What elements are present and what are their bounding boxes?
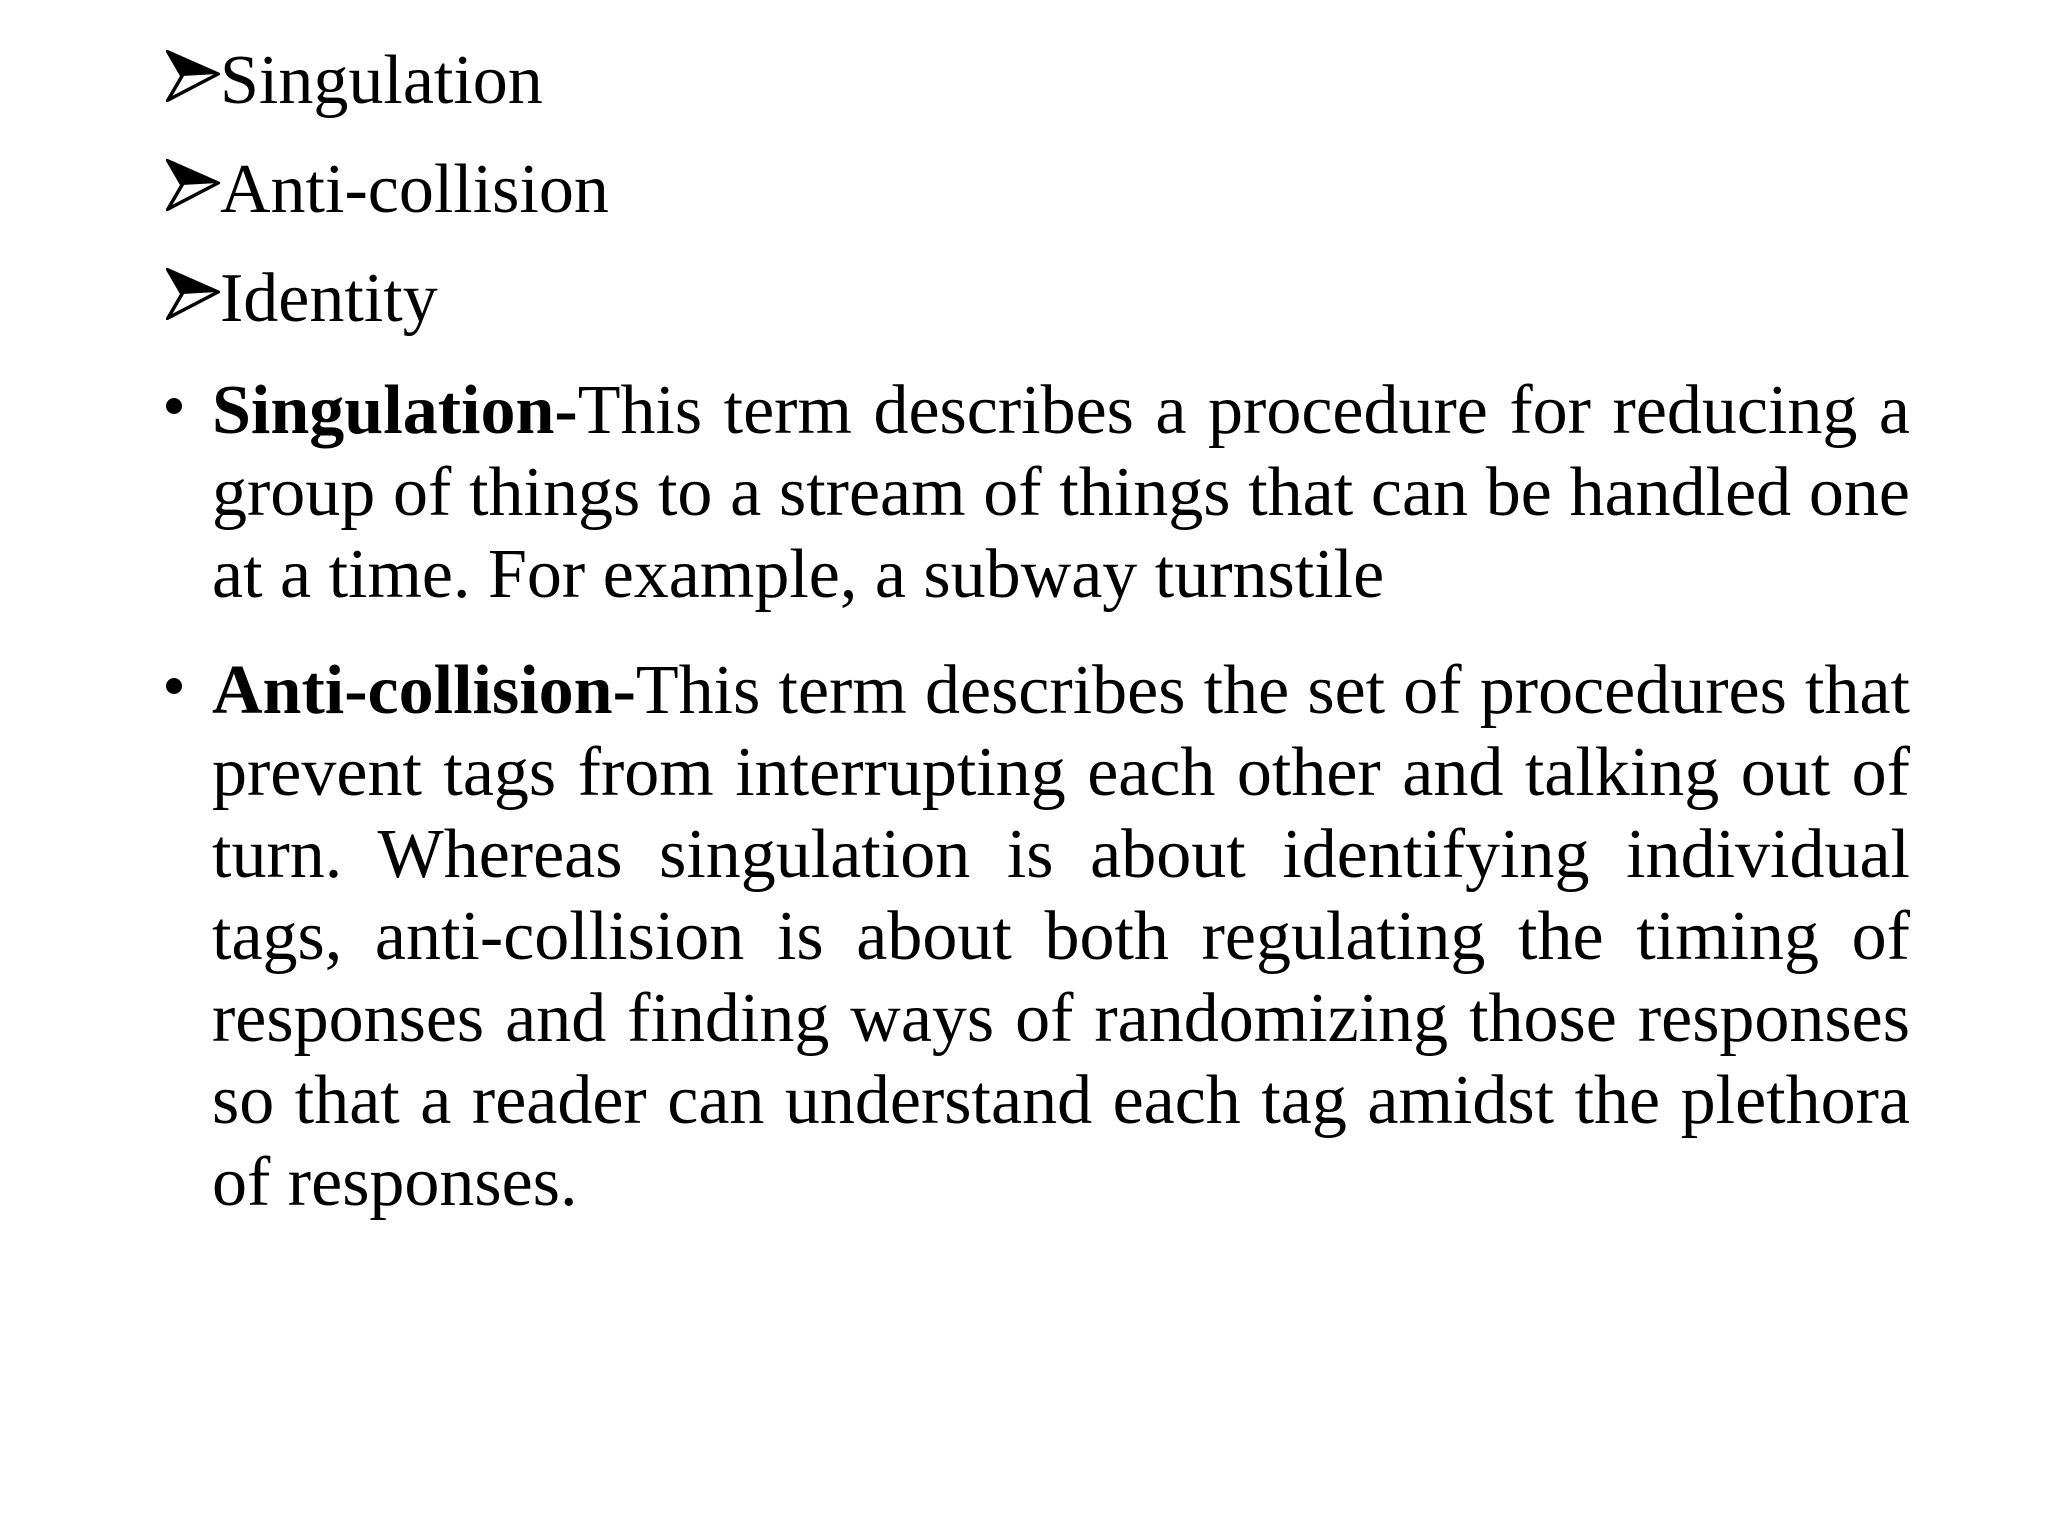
arrow-list-label: Anti-collision	[220, 151, 609, 228]
arrow-list-item-anti-collision	[166, 149, 609, 231]
arrowhead-icon	[166, 50, 220, 102]
definition-term: Singulation-	[212, 372, 578, 449]
arrow-bullet-list	[166, 40, 609, 367]
arrow-list-label: Identity	[220, 260, 438, 337]
arrowhead-icon	[166, 268, 220, 320]
definition-singulation	[160, 370, 1910, 616]
arrow-list-label: Singulation	[220, 42, 543, 119]
arrowhead-icon	[166, 159, 220, 211]
definition-text: This term describes the set of procedures that prevent tags from interrupting each other and talking out of turn. Whereas singulation is about identifying individual tags, anti-collision is about both regulating the timing of responses and finding ways of randomizing those responses so that a reader can understand each tag amidst the plethora of responses.	[212, 652, 1910, 1221]
bullet-dot-icon	[166, 678, 182, 694]
definition-term: Anti-collision-	[212, 652, 636, 729]
definition-text: This term describes a procedure for reducing a group of things to a stream of things that can be handled one at a time. For example, a subway turnstile	[212, 372, 1910, 613]
arrow-list-item-identity	[166, 258, 609, 340]
arrow-list-item-singulation	[166, 40, 609, 122]
bullet-dot-icon	[166, 398, 182, 414]
definition-anti-collision	[160, 650, 1910, 1224]
definition-list	[160, 370, 1910, 1258]
